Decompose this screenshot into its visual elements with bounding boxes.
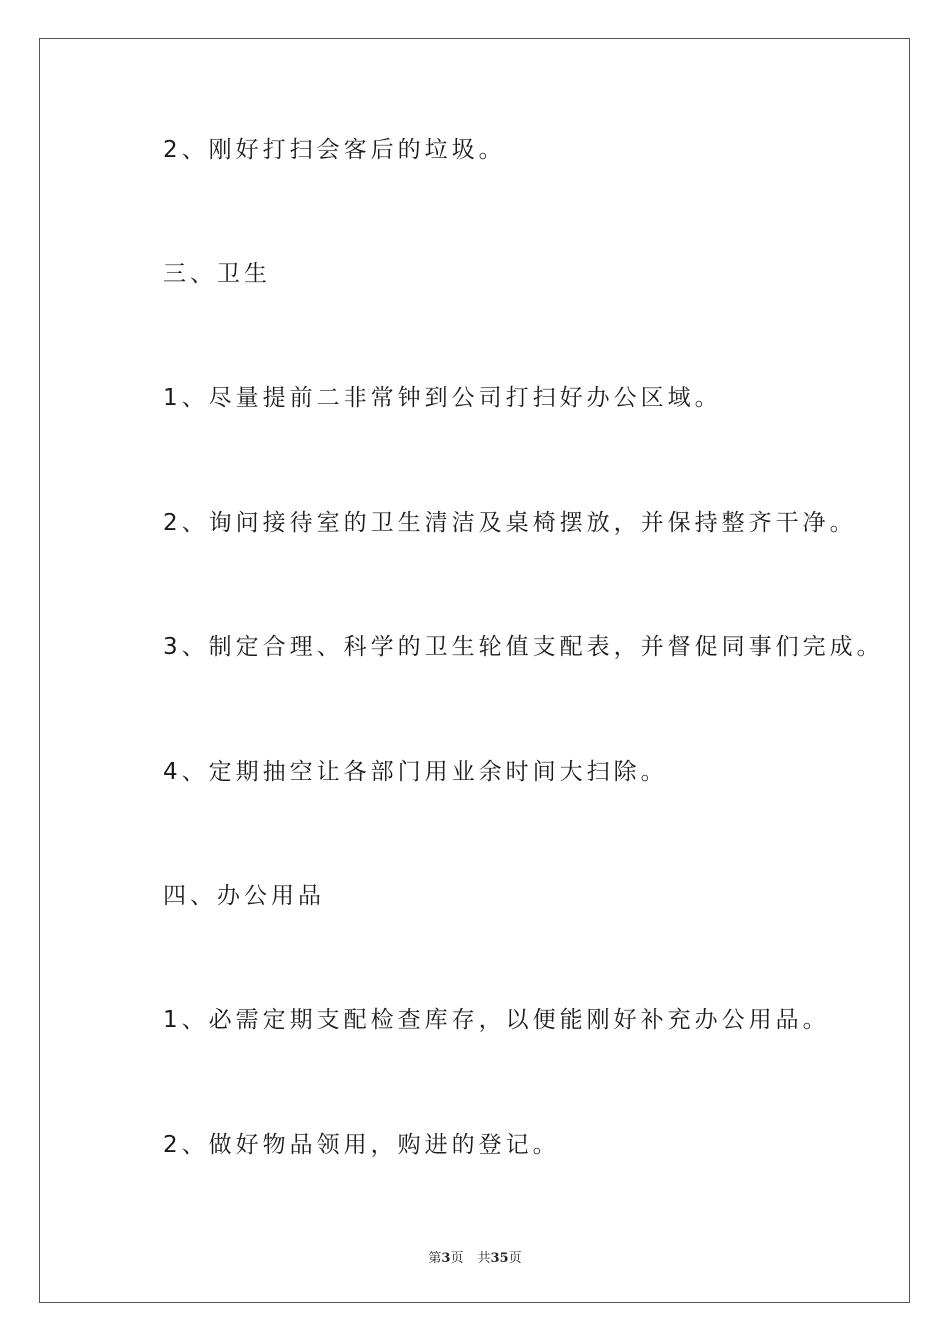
page-suffix: 页	[450, 1251, 464, 1266]
page-border	[39, 38, 910, 1303]
paragraph-4: 3、制定合理、科学的卫生轮值支配表，并督促同事们完成。	[163, 634, 884, 660]
section-heading-hygiene: 三、卫生	[163, 261, 271, 287]
total-prefix: 共	[477, 1251, 491, 1266]
page-number: 3	[441, 1251, 451, 1266]
paragraph-2: 1、尽量提前二非常钟到公司打扫好办公区域。	[163, 385, 722, 411]
paragraph-7: 2、做好物品领用，购进的登记。	[163, 1132, 560, 1158]
total-suffix: 页	[508, 1251, 522, 1266]
paragraph-5: 4、定期抽空让各部门用业余时间大扫除。	[163, 759, 668, 785]
section-heading-office-supplies: 四、办公用品	[163, 883, 325, 909]
total-pages: 35	[490, 1251, 509, 1266]
page-footer	[0, 1247, 950, 1266]
paragraph-3: 2、询问接待室的卫生清洁及桌椅摆放，并保持整齐干净。	[163, 510, 857, 536]
page-prefix: 第	[428, 1251, 442, 1266]
paragraph-6: 1、必需定期支配检查库存，以便能刚好补充办公用品。	[163, 1007, 830, 1033]
paragraph-1: 2、刚好打扫会客后的垃圾。	[163, 137, 506, 163]
